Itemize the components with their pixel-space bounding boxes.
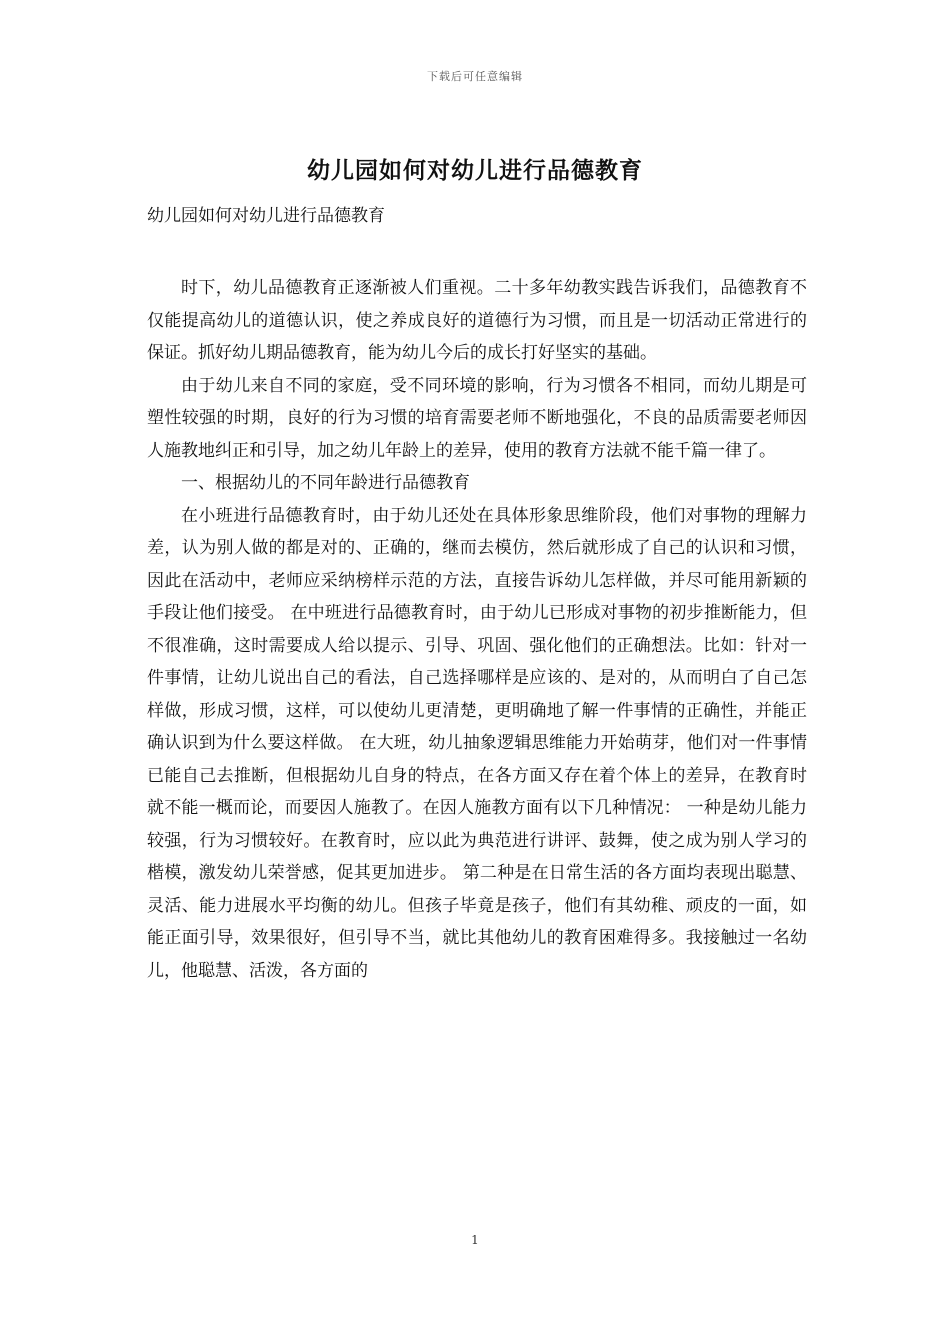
paragraph: 时下，幼儿品德教育正逐渐被人们重视。二十多年幼教实践告诉我们，品德教育不仅能提高幼儿的道德认识，使之养成良好的道德行为习惯，而且是一切活动正常进行的保证。抓好幼儿期品德教育，能为幼儿今后的成长打好坚实的基础。 [147,278,807,363]
section-heading: 一、根据幼儿的不同年龄进行品德教育 [181,473,470,493]
header-note: 下载后可任意编辑 [427,70,523,83]
paragraph: 在小班进行品德教育时，由于幼儿还处在具体形象思维阶段，他们对事物的理解力差，认为别人做的都是对的、正确的，继而去模仿，然后就形成了自己的认识和习惯，因此在活动中，老师应采纳榜样示范的方法，直接告诉幼儿怎样做，并尽可能用新颖的手段让他们接受。 在中班进行品德教育时，由于幼儿已形成对事物的初步推断能力，但不很准确，这时需要成人给以提示、引导、巩固、强化他们的正确想法。比如：针对一件事情，让幼儿说出自己的看法，自己选择哪样是应该的、是对的，从而明白了自己怎样做，形成习惯，这样，可以使幼儿更清楚，更明确地了解一件事情的正确性，并能正确认识到为什么要这样做。 在大班，幼儿抽象逻辑思维能力开始萌芽，他们对一件事情已能自己去推断，但根据幼儿自身的特点，在各方面又存在着个体上的差异，在教育时就不能一概而论，而要因人施教了。在因人施教方面有以下几种情况： 一种是幼儿能力较强，行为习惯较好。在教育时，应以此为典范进行讲评、鼓舞，使之成为别人学习的楷模，激发幼儿荣誉感，促其更加进步。 第二种是在日常生活的各方面均表现出聪慧、灵活、能力进展水平均衡的幼儿。但孩子毕竟是孩子，他们有其幼稚、顽皮的一面，如能正面引导，效果很好，但引导不当，就比其他幼儿的教育困难得多。我接触过一名幼儿，他聪慧、活泼，各方面的 [147,505,807,981]
paragraph: 由于幼儿来自不同的家庭，受不同环境的影响，行为习惯各不相同，而幼儿期是可塑性较强的时期，良好的行为习惯的培育需要老师不断地强化，不良的品质需要老师因人施教地纠正和引导，加之幼儿年龄上的差异，使用的教育方法就不能千篇一律了。 [147,375,807,461]
document-subtitle: 幼儿园如何对幼儿进行品德教育 [147,206,385,226]
document-body [147,272,807,987]
document-title: 幼儿园如何对幼儿进行品德教育 [307,157,643,184]
page-number: 1 [471,1233,479,1247]
